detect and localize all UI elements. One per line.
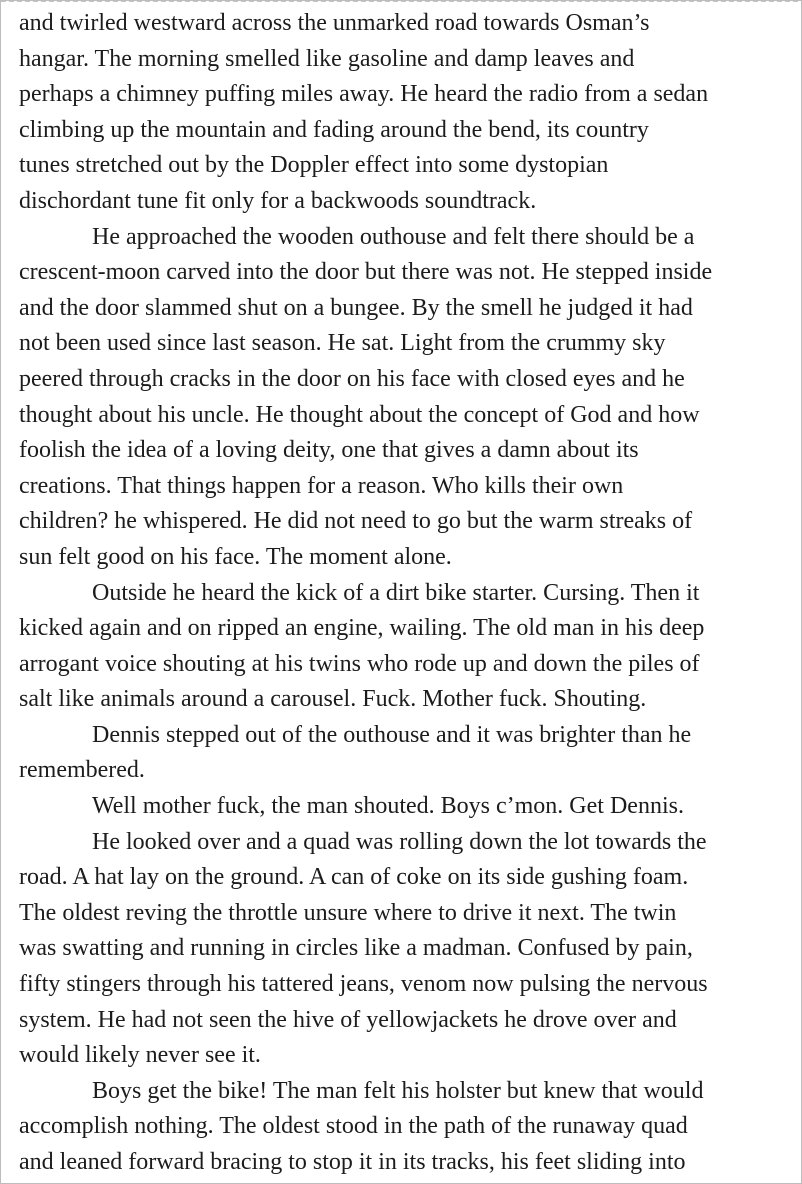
text-line: children? he whispered. He did not need to go but the warm streaks of — [19, 508, 693, 535]
text-line: accomplish nothing. The oldest stood in the path of the runaway quad — [19, 1113, 688, 1140]
text-line: system. He had not seen the hive of yellowjackets he drove over and — [19, 1006, 677, 1033]
paragraph-start-line: Well mother fuck, the man shouted. Boys c’mon. Get Dennis. — [92, 793, 684, 820]
text-line: fifty stingers through his tattered jeans, venom now pulsing the nervous — [19, 971, 708, 998]
text-line: and the door slammed shut on a bungee. By the smell he judged it had — [19, 294, 693, 321]
paragraph-start-line: Boys get the bike! The man felt his holster but knew that would — [92, 1077, 704, 1104]
paragraph-start-line: He approached the wooden outhouse and felt there should be a — [92, 223, 695, 250]
paragraph-start-line: Dennis stepped out of the outhouse and it was brighter than he — [92, 721, 692, 748]
paragraph-start-line: Outside he heard the kick of a dirt bike starter. Cursing. Then it — [92, 579, 700, 606]
text-line: remembered. — [19, 757, 145, 784]
text-line: sun felt good on his face. The moment alone. — [19, 543, 452, 570]
text-line: not been used since last season. He sat. Light from the crummy sky — [19, 330, 666, 357]
paragraph-start-line: He looked over and a quad was rolling down the lot towards the — [92, 828, 707, 855]
text-line: peered through cracks in the door on his face with closed eyes and he — [19, 365, 685, 392]
cut-off-text-fragment — [1, 0, 801, 2]
text-line: and leaned forward bracing to stop it in its tracks, his feet sliding into — [19, 1149, 686, 1175]
text-line: crescent-moon carved into the door but there was not. He stepped inside — [19, 259, 713, 286]
text-line: and twirled westward across the unmarked road towards Osman’s — [19, 10, 650, 36]
text-line: would likely never see it. — [19, 1042, 261, 1069]
text-line: perhaps a chimney puffing miles away. He heard the radio from a sedan — [19, 81, 709, 108]
text-line: arrogant voice shouting at his twins who rode up and down the piles of — [19, 650, 700, 677]
text-line: was swatting and running in circles like a madman. Confused by pain, — [19, 935, 693, 962]
text-line: dischordant tune fit only for a backwoods soundtrack. — [19, 187, 537, 214]
text-line: thought about his uncle. He thought about the concept of God and how — [19, 401, 700, 428]
text-line: climbing up the mountain and fading around the bend, its country — [19, 116, 649, 143]
body-text — [19, 6, 783, 1181]
text-line: The oldest reving the throttle unsure where to drive it next. The twin — [19, 899, 677, 926]
text-line: hangar. The morning smelled like gasoline and damp leaves and — [19, 45, 635, 72]
text-line: creations. That things happen for a reason. Who kills their own — [19, 472, 624, 499]
text-line: road. A hat lay on the ground. A can of coke on its side gushing foam. — [19, 864, 689, 891]
text-line: foolish the idea of a loving deity, one that gives a damn about its — [19, 437, 639, 464]
text-line: salt like animals around a carousel. Fuck. Mother fuck. Shouting. — [19, 686, 647, 713]
text-line: tunes stretched out by the Doppler effect into some dystopian — [19, 152, 609, 179]
text-line: kicked again and on ripped an engine, wailing. The old man in his deep — [19, 615, 705, 642]
